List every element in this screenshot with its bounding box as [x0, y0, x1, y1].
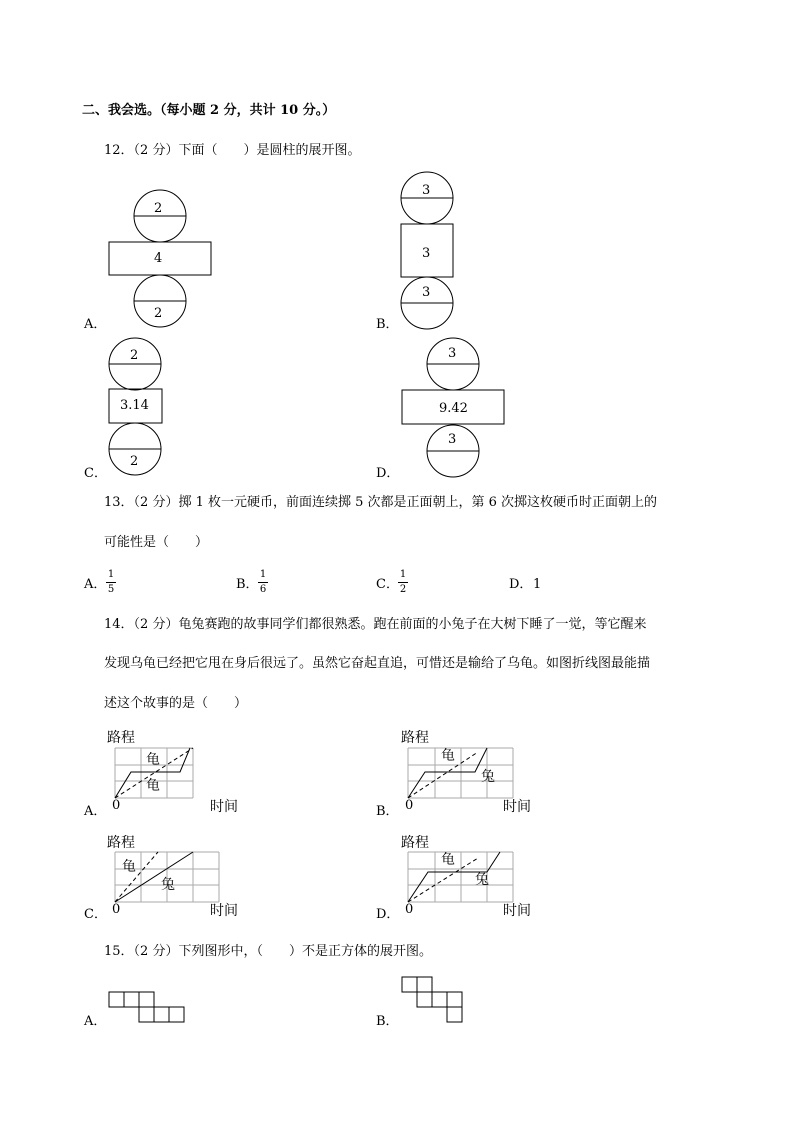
q14-option-d-letter[interactable]: D．: [376, 907, 400, 922]
q12-option-a-letter[interactable]: A．: [84, 317, 107, 332]
graph-c-turtle-label: 龟: [122, 859, 136, 875]
graph-b-x-label: 时间: [503, 799, 531, 815]
q13-option-d-value: 1: [533, 577, 542, 592]
q12-a-rect-label: 4: [154, 251, 163, 266]
fraction-numerator: 1: [107, 569, 115, 580]
graph-a-turtle-label: 龟: [146, 778, 160, 794]
graph-b-y-label: 路程: [401, 730, 429, 746]
q12-c-circle-top-label: 2: [130, 348, 139, 363]
fraction-numerator: 1: [399, 569, 407, 580]
q15-option-b-letter[interactable]: B．: [376, 1014, 399, 1029]
q14-stem-line1: 14．（2 分）龟兔赛跑的故事同学们都很熟悉。跑在前面的小兔子在大树下睡了一觉，等它醒来: [104, 617, 647, 632]
q14-option-b-letter[interactable]: B．: [376, 804, 399, 819]
q12-a-circle-top-label: 2: [154, 201, 163, 216]
graph-a-y-label: 路程: [107, 730, 135, 746]
graph-c-x-label: 时间: [210, 903, 238, 919]
q13-option-b-letter[interactable]: B．: [236, 577, 259, 592]
q13-stem-line2: 可能性是（ ）: [104, 535, 209, 550]
q13-option-c-letter[interactable]: C．: [376, 577, 399, 592]
graph-b-rabbit-label: 兔: [481, 769, 495, 785]
q12-d-rect-label: 9.42: [439, 401, 468, 416]
q14-option-a-letter[interactable]: A．: [84, 804, 107, 819]
q12-a-circle-bottom-label: 2: [154, 306, 163, 321]
graph-d-y-label: 路程: [401, 835, 429, 851]
graph-d-turtle-label: 龟: [441, 852, 455, 868]
fraction-numerator: 1: [259, 569, 267, 580]
q12-b-circle-bottom-label: 3: [422, 285, 431, 300]
graph-d-rabbit-label: 兔: [475, 872, 489, 888]
fraction-denominator: 6: [259, 584, 267, 595]
q12-option-d-letter[interactable]: D．: [376, 466, 400, 481]
q12-c-rect-label: 3.14: [120, 398, 149, 413]
graph-b-origin: 0: [405, 798, 414, 813]
q12-d-circle-bottom-label: 3: [448, 432, 457, 447]
q12-option-c-letter[interactable]: C．: [84, 466, 107, 481]
q12-d-circle-top-label: 3: [448, 346, 457, 361]
q14-option-c-letter[interactable]: C．: [84, 907, 107, 922]
graph-d-x-label: 时间: [503, 903, 531, 919]
q14-stem-line3: 述这个故事的是（ ）: [104, 696, 248, 711]
q15-stem: 15．（2 分）下列图形中，（ ）不是正方体的展开图。: [104, 944, 432, 959]
q15-option-b-net: [402, 977, 462, 1022]
q14-stem-line2: 发现乌龟已经把它甩在身后很远了。虽然它奋起直追，可惜还是输给了乌龟。如图折线图最能描: [104, 656, 651, 671]
fraction-denominator: 2: [399, 584, 407, 595]
graph-c-rabbit-label: 兔: [161, 877, 175, 893]
section-title: 二、我会选。（每小题 2 分，共计 10 分。）: [82, 103, 336, 118]
graph-b-turtle-label: 龟: [441, 748, 455, 764]
graph-c-origin: 0: [112, 902, 121, 917]
q12-stem: 12．（2 分）下面（ ）是圆柱的展开图。: [104, 143, 361, 158]
fraction-denominator: 5: [107, 584, 115, 595]
graph-c-y-label: 路程: [107, 835, 135, 851]
q12-option-b-letter[interactable]: B．: [376, 317, 399, 332]
q12-b-rect-label: 3: [422, 246, 431, 261]
q13-option-a-letter[interactable]: A．: [84, 577, 107, 592]
graph-d-origin: 0: [405, 902, 414, 917]
graph-a-origin: 0: [112, 798, 121, 813]
q13-stem-line1: 13．（2 分）掷 1 枚一元硬币，前面连续掷 5 次都是正面朝上，第 6 次掷这枚硬币时正面朝上的: [104, 495, 658, 510]
q13-option-d-letter[interactable]: D．: [509, 577, 533, 592]
graph-a-rabbit-label: 龟: [146, 752, 160, 768]
q15-option-a-net: [109, 992, 184, 1022]
q12-c-circle-bottom-label: 2: [130, 454, 139, 469]
graph-a-x-label: 时间: [210, 799, 238, 815]
q12-b-circle-top-label: 3: [422, 183, 431, 198]
q15-option-a-letter[interactable]: A．: [84, 1014, 107, 1029]
